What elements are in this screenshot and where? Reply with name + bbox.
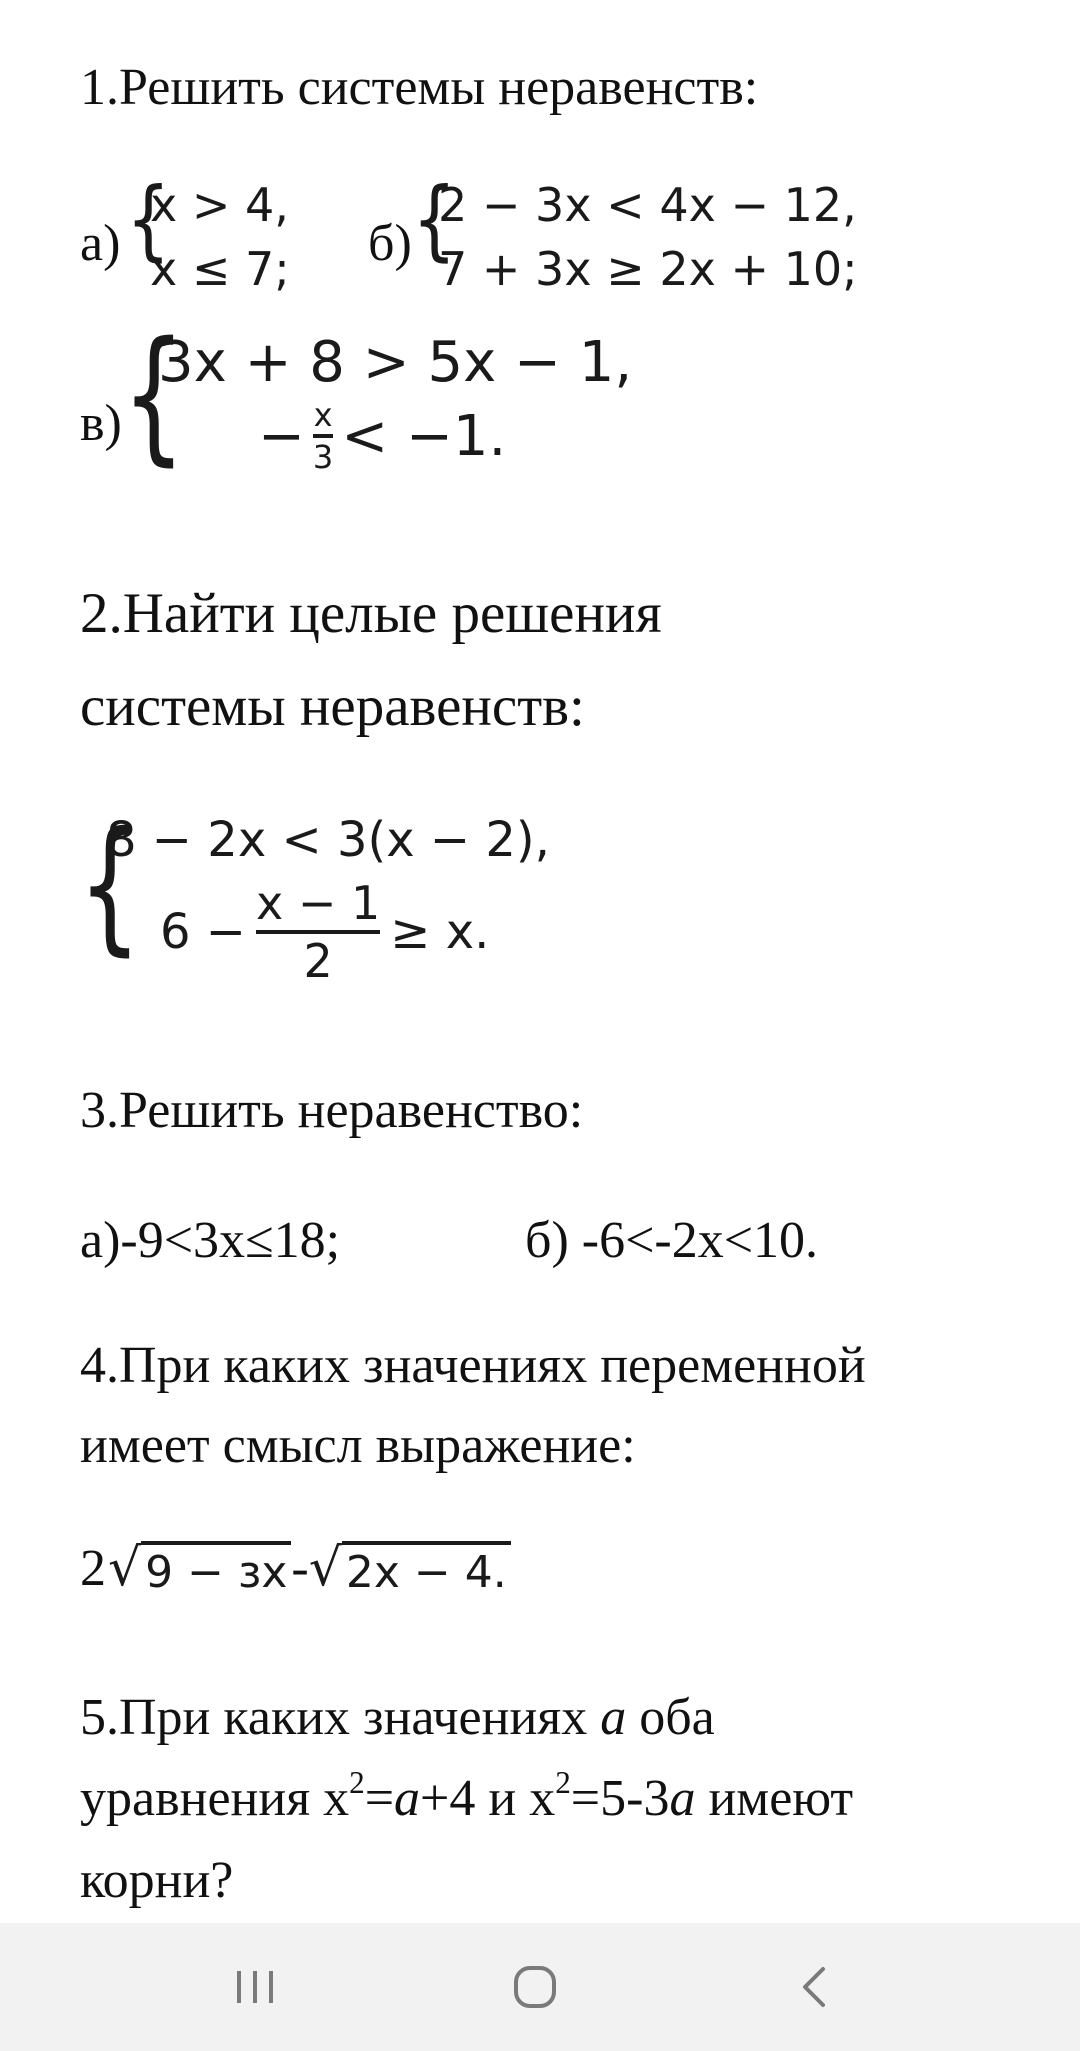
coefficient: 2	[80, 1540, 106, 1597]
task2-title-line1: 2.Найти целые решения	[80, 582, 662, 645]
radical-sign: √	[108, 1538, 142, 1598]
radicand-1: 9 − зx	[141, 1541, 291, 1598]
numerator: x	[313, 396, 333, 434]
task1-a-line2: x ≤ 7;	[150, 242, 290, 296]
home-button[interactable]	[480, 1923, 590, 2051]
variable-a: а	[669, 1770, 696, 1827]
task1-b-label: б)	[368, 215, 412, 272]
recent-apps-icon	[233, 1967, 277, 2007]
inequality-rest: < −1.	[341, 403, 507, 469]
task5-text: уравнения x	[80, 1770, 350, 1827]
task5-text: имеют	[695, 1770, 854, 1827]
task5-text: =5-3	[570, 1770, 670, 1827]
recent-apps-button[interactable]	[200, 1923, 310, 2051]
task1-a-line1: x > 4,	[150, 178, 289, 232]
fraction	[256, 876, 380, 988]
task5-line1-end: оба	[626, 1689, 715, 1746]
task1-a-label: а)	[80, 215, 121, 272]
fraction	[313, 396, 333, 476]
variable-a: а	[600, 1689, 627, 1746]
variable-a: а	[394, 1770, 421, 1827]
task1-b-line1: 2 − 3x < 4x − 12,	[438, 178, 857, 232]
lead-term: 6 −	[160, 904, 247, 960]
task5-text: =	[364, 1770, 395, 1827]
task4-expression	[80, 1538, 511, 1598]
back-icon	[797, 1963, 833, 2011]
back-button[interactable]	[760, 1923, 870, 2051]
task5-line2	[80, 1765, 854, 1827]
minus-sign: −	[258, 403, 305, 469]
home-icon	[511, 1963, 559, 2011]
task1-c-label: в)	[80, 395, 122, 452]
radicand-2: 2x − 4.	[342, 1541, 511, 1598]
system-brace: {	[78, 800, 142, 970]
task3-b: б) -6<-2x<10.	[525, 1212, 819, 1269]
task1-c-line2	[258, 396, 506, 476]
task5-line1	[80, 1689, 715, 1746]
navigation-bar	[0, 1923, 1080, 2051]
minus-sign: -	[291, 1540, 309, 1597]
denominator: 3	[312, 438, 334, 476]
numerator: x − 1	[256, 876, 381, 930]
exponent: 2	[555, 1765, 571, 1801]
system-brace: {	[122, 310, 186, 480]
task2-line2	[160, 876, 489, 988]
task3-a: а)-9<3x≤18;	[80, 1212, 341, 1269]
inequality-rest: ≥ x.	[390, 904, 490, 960]
denominator: 2	[303, 934, 333, 988]
task3-title: 3.Решить неравенство:	[80, 1082, 584, 1139]
task2-line1: 8 − 2x < 3(x − 2),	[106, 812, 550, 868]
task1-c-line1: 3x + 8 > 5x − 1,	[158, 330, 633, 395]
exponent: 2	[349, 1765, 365, 1801]
task4-title-line1: 4.При каких значениях переменной	[80, 1337, 866, 1394]
task4-title-line2: имеет смысл выражение:	[80, 1417, 636, 1474]
task5-line1-start: 5.При каких значениях	[80, 1689, 601, 1746]
task1-title: 1.Решить системы неравенств:	[80, 59, 759, 116]
system-brace: {	[412, 168, 457, 271]
system-brace: {	[126, 168, 171, 271]
task1-b-line2: 7 + 3x ≥ 2x + 10;	[438, 242, 858, 296]
task5-line3: корни?	[80, 1852, 234, 1909]
task2-title-line2: системы неравенств:	[80, 675, 585, 738]
radical-sign: √	[308, 1538, 342, 1598]
task5-text: +4 и x	[420, 1770, 556, 1827]
